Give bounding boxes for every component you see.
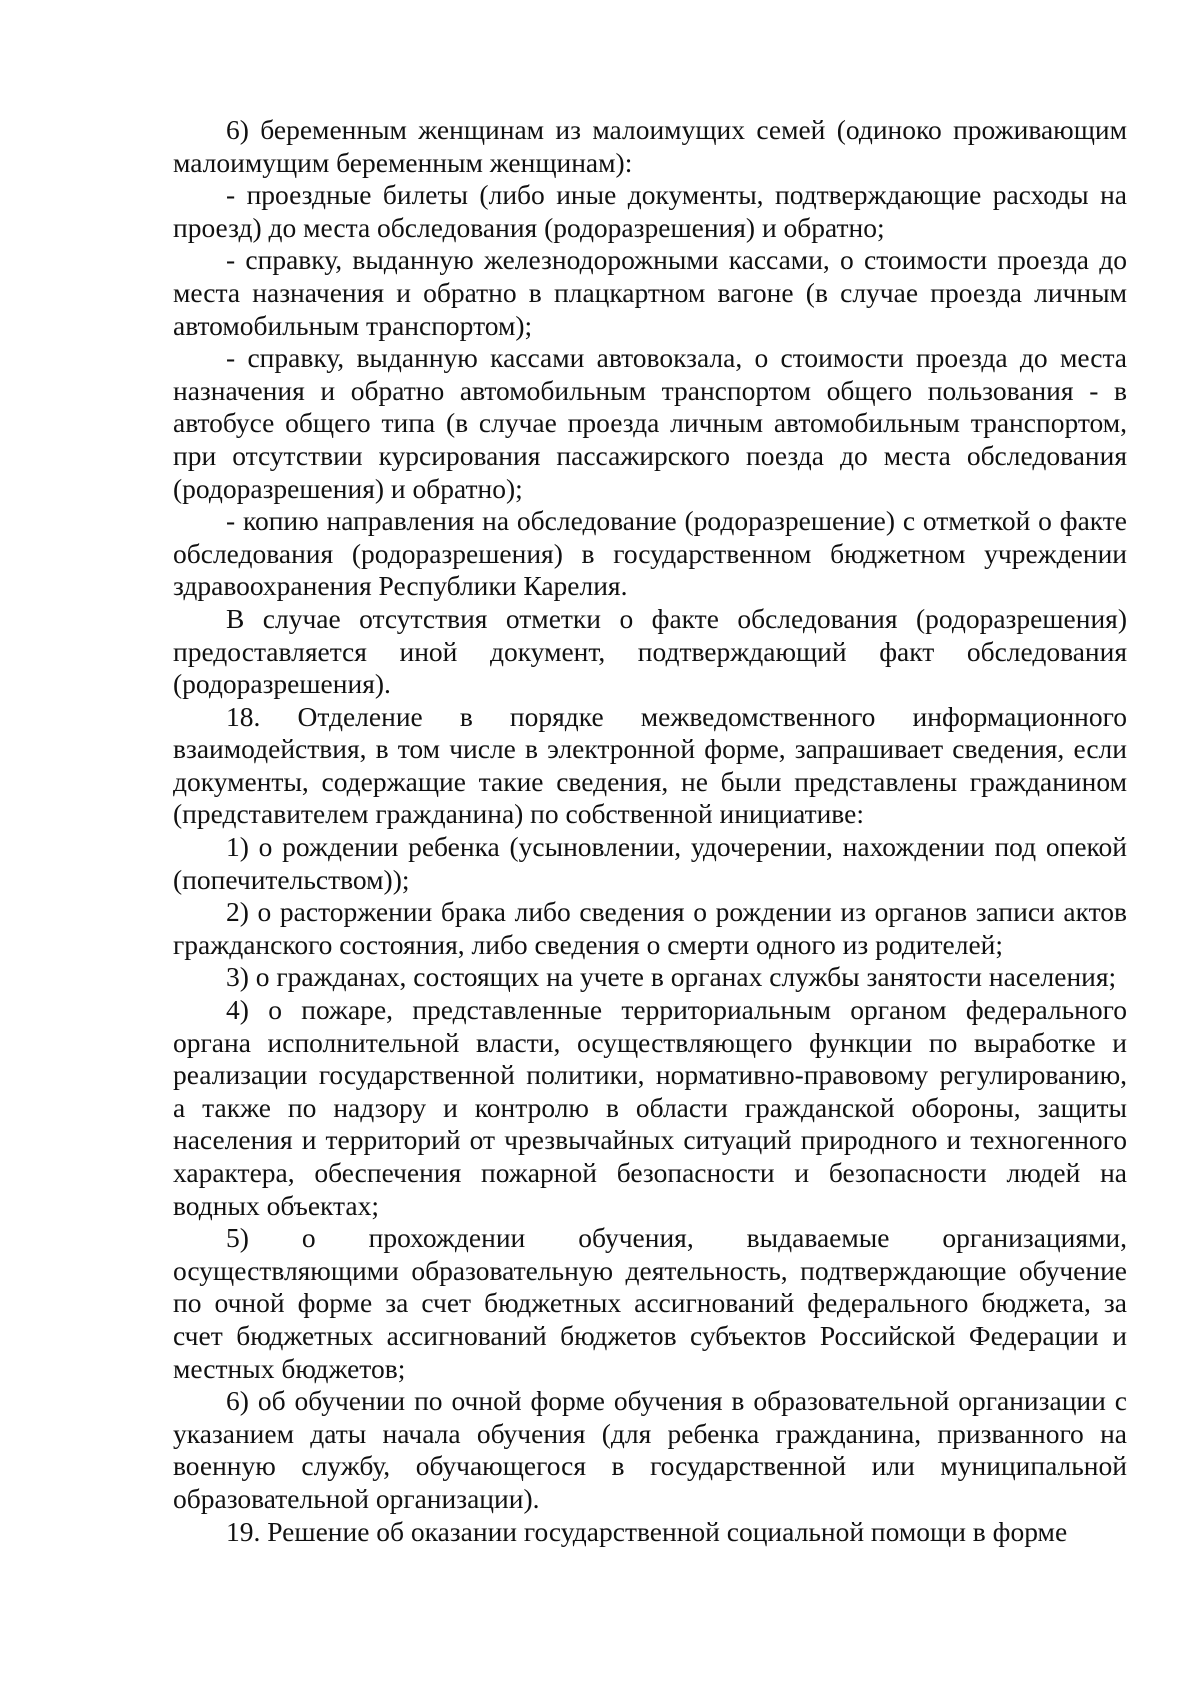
paragraph-travel-tickets: - проездные билеты (либо иные документы, подтверждающие расходы на проезд) до места обследования (родоразрешения) и обратно;	[173, 179, 1127, 243]
paragraph-item-1-child-birth: 1) о рождении ребенка (усыновлении, удочерении, нахождении под опекой (попечительством));	[173, 831, 1127, 895]
paragraph-item-6-pregnant-women: 6) беременным женщинам из малоимущих семей (одиноко проживающим малоимущим беременным женщинам):	[173, 114, 1127, 178]
document-page	[173, 114, 1127, 1548]
paragraph-railway-certificate: - справку, выданную железнодорожными кассами, о стоимости проезда до места назначения и обратно в плацкартном вагоне (в случае проезда личным автомобильным транспортом);	[173, 244, 1127, 341]
paragraph-item-4-fire: 4) о пожаре, представленные территориальным органом федерального органа исполнительной власти, осуществляющего функции по выработке и реализации государственной политики, нормативно-правовому регулированию, а также по надзору и контролю в области гражданской обороны, защиты населения и территорий от чрезвычайных ситуаций природного и техногенного характера, обеспечения пожарной безопасности и безопасности людей на водных объектах;	[173, 994, 1127, 1221]
paragraph-referral-copy: - копию направления на обследование (родоразрешение) с отметкой о факте обследования (родоразрешения) в государственном бюджетном учреждении здравоохранения Республики Карелия.	[173, 505, 1127, 602]
paragraph-item-6-full-time-study: 6) об обучении по очной форме обучения в образовательной организации с указанием даты начала обучения (для ребенка гражданина, призванного на военную службу, обучающегося в государственной или муниципальной образовательной организации).	[173, 1385, 1127, 1514]
paragraph-item-2-divorce: 2) о расторжении брака либо сведения о рождении из органов записи актов гражданского состояния, либо сведения о смерти одного из родителей;	[173, 896, 1127, 960]
paragraph-section-19: 19. Решение об оказании государственной социальной помощи в форме	[226, 1515, 1068, 1547]
paragraph-item-5-education: 5) о прохождении обучения, выдаваемые организациями, осуществляющими образовательную деятельность, подтверждающие обучение по очной форме за счет бюджетных ассигнований федерального бюджета, за счет бюджетных ассигнований бюджетов субъектов Российской Федерации и местных бюджетов;	[173, 1222, 1127, 1384]
paragraph-bus-station-certificate: - справку, выданную кассами автовокзала, о стоимости проезда до места назначения и обратно автомобильным транспортом общего пользования - в автобусе общего типа (в случае проезда личным автомобильным транспортом, при отсутствии курсирования пассажирского поезда до места обследования (родоразрешения) и обратно);	[173, 342, 1127, 504]
paragraph-section-18: 18. Отделение в порядке межведомственного информационного взаимодействия, в том числе в электронной форме, запрашивает сведения, если документы, содержащие такие сведения, не были представлены гражданином (представителем гражданина) по собственной инициативе:	[173, 700, 1127, 830]
paragraph-other-document: В случае отсутствия отметки о факте обследования (родоразрешения) предоставляется иной документ, подтверждающий факт обследования (родоразрешения).	[173, 602, 1127, 700]
paragraph-item-3-employment: 3) о гражданах, состоящих на учете в органах службы занятости населения;	[226, 961, 1117, 993]
